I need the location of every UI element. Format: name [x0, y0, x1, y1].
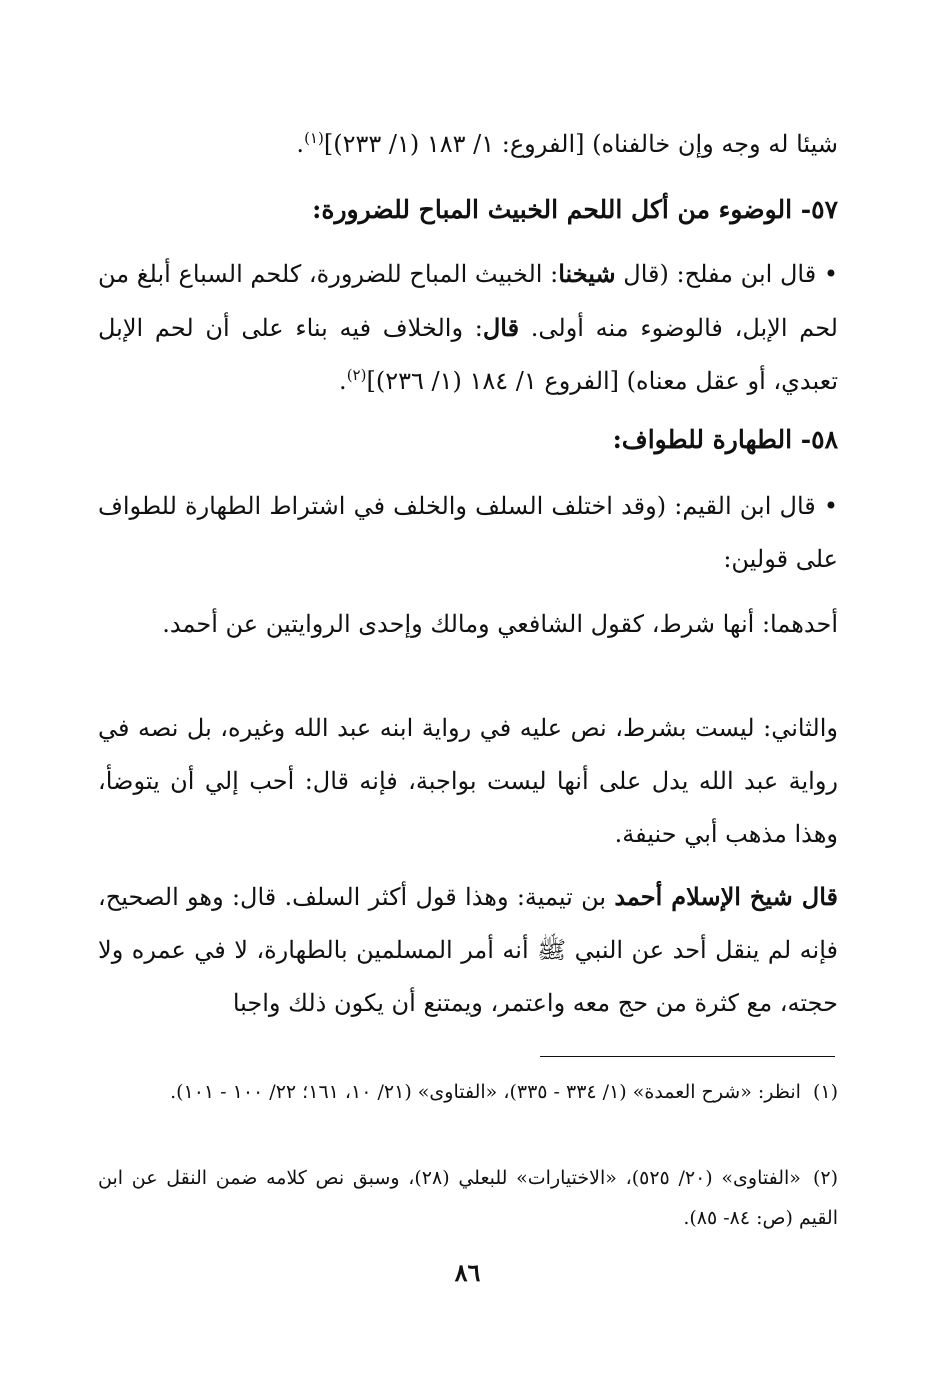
paragraph-first-view: أحدهما: أنها شرط، كقول الشافعي ومالك وإحدى الروايتين عن أحمد. — [162, 610, 838, 638]
bold-term: قال — [482, 313, 520, 342]
paragraph-text: • قال ابن مفلح: (قال — [615, 260, 838, 288]
paragraph-text: بن تيمية: وهذا قول أكثر السلف. قال: وهو الصحيح، فإنه لم ينقل أحد عن النبي ﷺ أنه أمر المسلمين بالطهارة، لا في عمره ولا حجته، مع كثرة من حج معه واعتمر، ويمتنع أن يكون ذلك واجبا — [98, 883, 838, 1017]
paragraph-text: : الخبيث المباح للضرورة، كلحم السباع أبلغ من لحم الإبل، فالوضوء منه أولى. — [98, 260, 838, 342]
paragraph-text: : والخلاف فيه بناء على أن لحم الإبل تعبدي، أو عقل معناه) [الفروع ١/ ١٨٤ (١/ ٢٣٦)] — [98, 314, 838, 395]
period: . — [339, 367, 347, 395]
page-number: ٨٦ — [454, 1258, 481, 1287]
footnote-1 — [98, 1072, 838, 1112]
section-heading-58: ٥٨- الطهارة للطواف: — [612, 425, 838, 454]
paragraph-ibn-muflih — [98, 247, 838, 408]
bold-term: شيخنا — [558, 259, 616, 288]
footnote-marker: (٢) — [346, 366, 367, 384]
period: . — [296, 130, 305, 158]
footnote-number: (١) — [812, 1081, 838, 1103]
section-heading-57: ٥٧- الوضوء من أكل اللحم الخبيث المباح للضرورة: — [312, 195, 838, 224]
paragraph-ibn-al-qayyim: • قال ابن القيم: (وقد اختلف السلف والخلف في اشتراط الطهارة للطواف على قولين: — [98, 492, 839, 573]
footnote-marker: (١) — [304, 129, 324, 147]
footnote-number: (٢) — [812, 1167, 838, 1189]
paragraph-second-view: والثاني: ليست بشرط، نص عليه في رواية ابنه عبد الله وغيره، بل نصه في رواية عبد الله يدل على أنها ليست بواجبة، فإنه قال: أحب إلي أن يتوضأ، وهذا مذهب أبي حنيفة. — [98, 714, 838, 848]
bold-term: قال شيخ الإسلام أحمد — [614, 882, 838, 911]
footnote-text: «الفتاوى» (٢٠/ ٥٢٥)، «الاختيارات» للبعلي (٢٨)، وسبق نص كلامه ضمن النقل عن ابن القيم (ص: ٨٤- ٨٥). — [98, 1167, 838, 1229]
footnote-2 — [98, 1158, 838, 1238]
paragraph-ibn-taymiyyah — [98, 870, 838, 1030]
footnote-text: انظر: «شرح العمدة» (١/ ٣٣٤ - ٣٣٥)، «الفتاوى» (٢١/ ١٠، ١٦١؛ ٢٢/ ١٠٠ - ١٠١). — [170, 1081, 801, 1103]
paragraph-continuation — [98, 118, 838, 171]
paragraph-text: شيئا له وجه وإن خالفناه) [الفروع: ١/ ١٨٣ (١/ ٢٣٣)] — [323, 130, 838, 158]
footnote-divider — [540, 1056, 835, 1057]
